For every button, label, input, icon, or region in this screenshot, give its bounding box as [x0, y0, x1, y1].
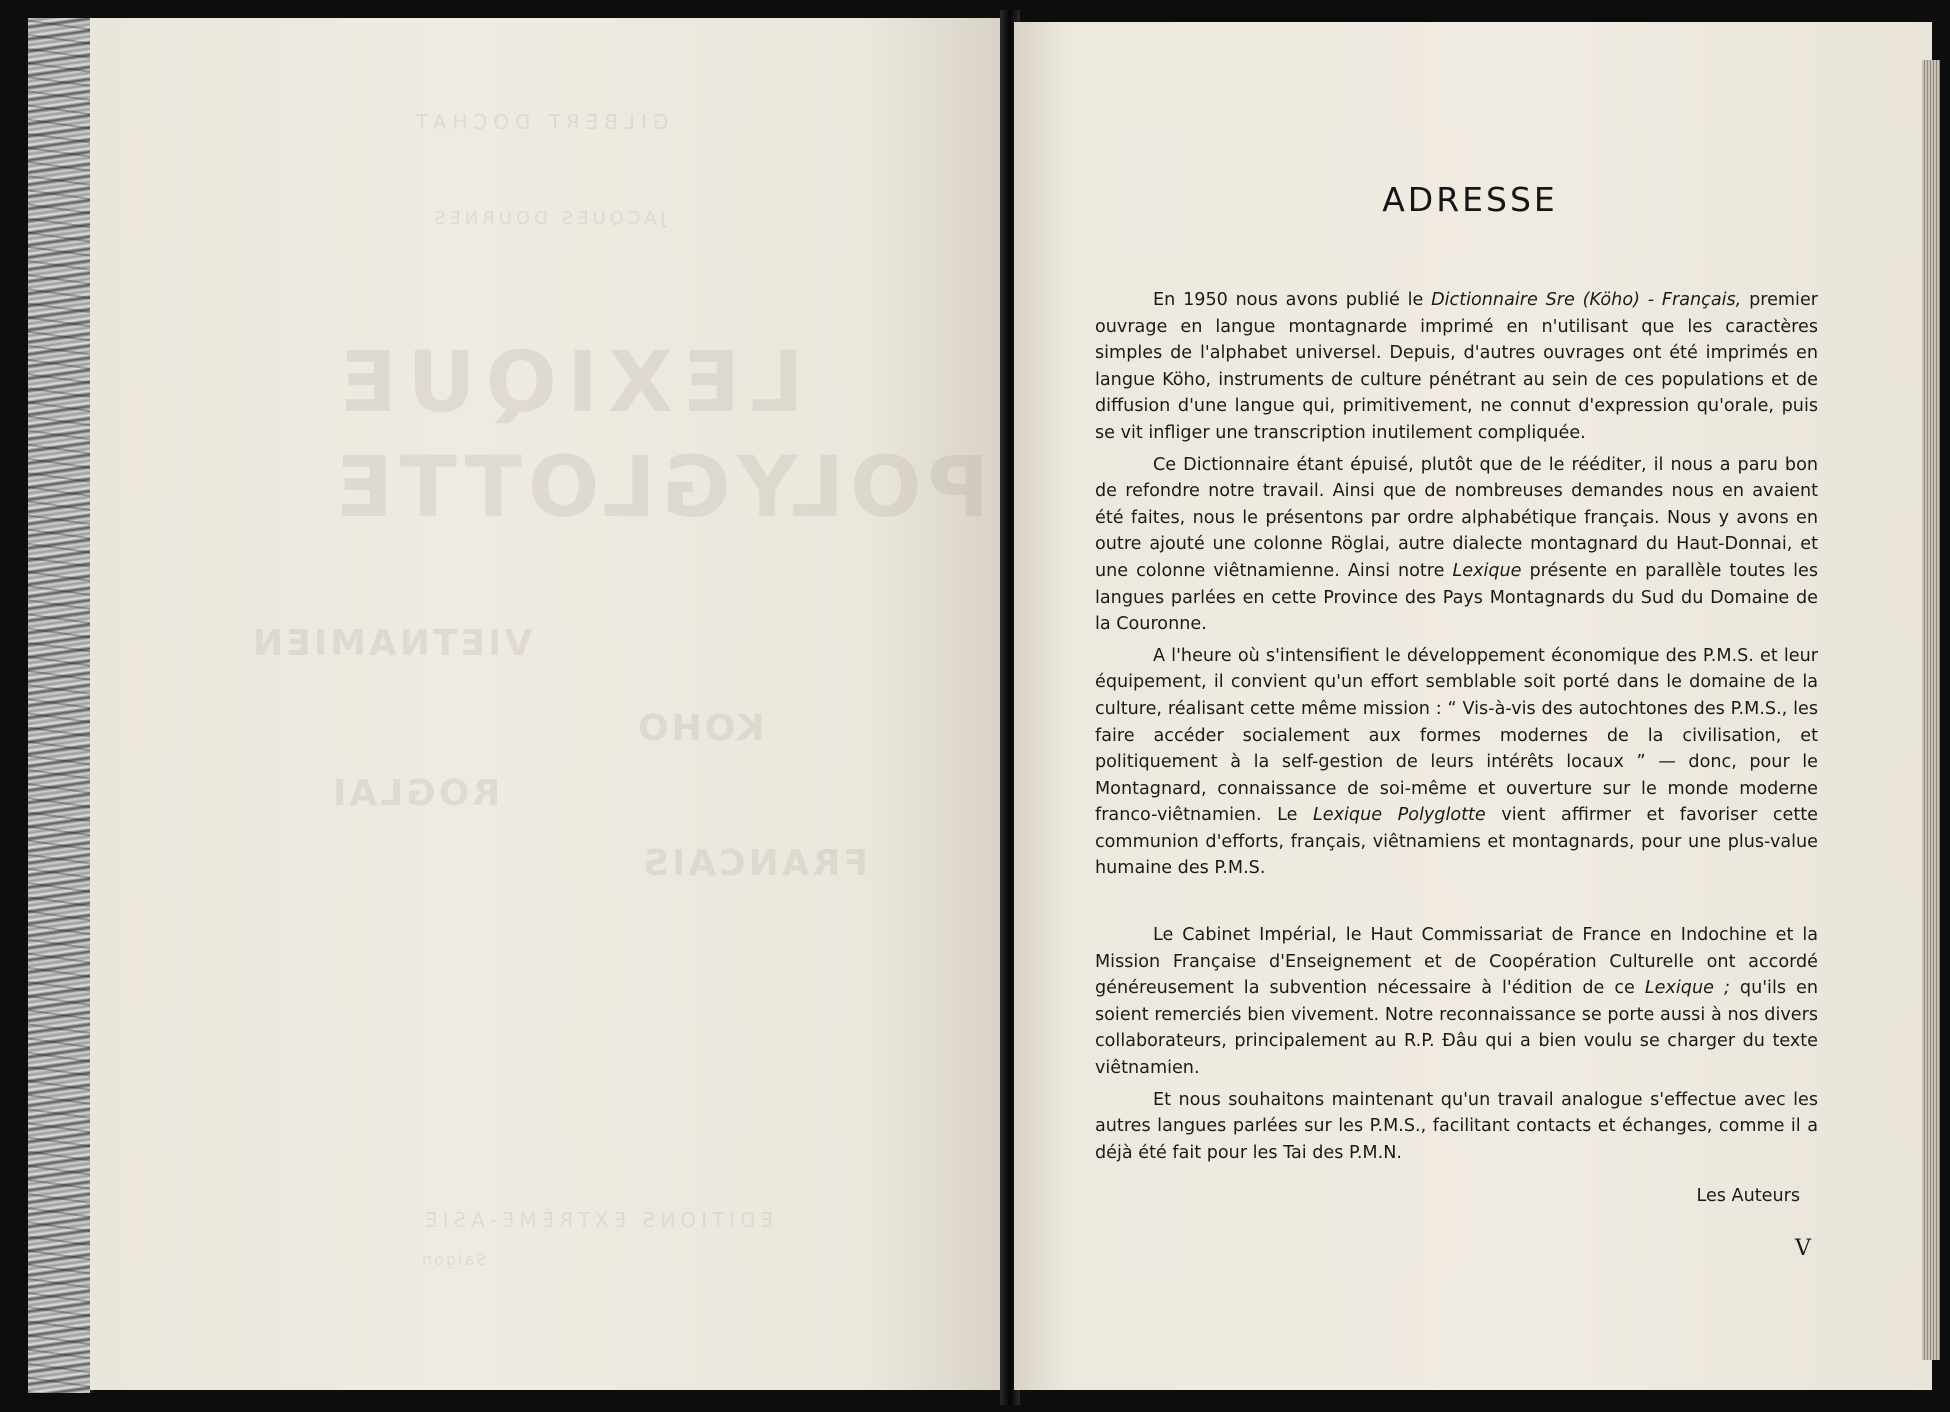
- text-run: Ce Dictionnaire étant épuisé, plutôt que de le rééditer, il nous a paru bon de refondre notre travail. Ainsi que de nombreuses demandes nous en avaient été faites, nous le présentons par ordre alphabétique français. Nous y avons en outre ajouté une colonne Röglai, autre dialecte montagnard du Haut-Donnai, et une colonne viêtnamienne. Ainsi notre: [1095, 454, 1818, 581]
- show-through-text: JACQUES DOURNES: [430, 208, 666, 229]
- text-run: Le Cabinet Impérial, le Haut Commissariat de France en Indochine et la Mission Française d'Enseignement et de Coopération Culturelle ont accordé généreusement la subvention nécessaire à l'édition de ce: [1095, 925, 1818, 999]
- show-through-text: GILBERT DOCHAT: [410, 110, 669, 134]
- text-run: premier ouvrage en langue montagnarde imprimé en n'utilisant que les caractères simples de l'alphabet universel. Depuis, d'autres ouvrages ont été imprimés en langue Köho, instruments de culture pénétrant au sein de ces populations et de diffusion d'une langue qui, primitivement, ne connut d'expression qu'orale, puis se vit infliger une transcription inutilement compliquée.: [1095, 290, 1818, 443]
- body-text: [1095, 287, 1818, 1171]
- left-page: [90, 18, 1000, 1390]
- italic-run: Dictionnaire Sre (Köho) - Français,: [1431, 290, 1742, 310]
- text-run: qu'ils en soient remerciés bien vivement. Notre reconnaissance se porte aussi à nos divers collaborateurs, principalement au R.P. Đâu qui a bien voulu se charger du texte viêtnamien.: [1095, 978, 1818, 1079]
- show-through-text: ROGLAI: [330, 773, 501, 814]
- cover-edge: [28, 18, 93, 1393]
- show-through-text: LEXIQUE: [330, 333, 804, 431]
- paragraph: [1095, 922, 1818, 1082]
- signature: Les Auteurs: [1696, 1186, 1800, 1206]
- page-title: ADRESSE: [1382, 180, 1558, 219]
- paragraph: [1095, 1087, 1818, 1167]
- show-through-text: Saigon: [420, 1250, 487, 1269]
- text-run: présente en parallèle toutes les langues parlées en cette Province des Pays Montagnards du Sud du Domaine de la Couronne.: [1095, 560, 1818, 635]
- show-through-text: KOHO: [635, 708, 765, 749]
- show-through-text: VIETNAMIEN: [250, 623, 533, 664]
- show-through-text: FRANCAIS: [640, 843, 868, 884]
- italic-run: Lexique: [1452, 560, 1522, 581]
- paragraph: [1095, 643, 1818, 882]
- page-number: V: [1795, 1236, 1811, 1261]
- italic-run: Lexique Polyglotte: [1313, 805, 1486, 826]
- paragraph: [1095, 287, 1818, 447]
- show-through-text: POLYGLOTTE: [330, 438, 990, 536]
- text-run: A l'heure où s'intensifient le développement économique des P.M.S. et leur équipement, il convient qu'un effort semblable soit porté dans le domaine de la culture, réalisant cette même mission : “ Vis-à-vis des autochtones des P.M.S., les faire accéder socialement aux formes modernes de la civilisation, et politiquement à la self-gestion de leurs intérêts locaux ” — donc, pour le Montagnard, connaissance de soi-même et ouverture sur le monde moderne franco-viêtnamien. Le: [1095, 645, 1818, 826]
- page-edges: [1922, 60, 1940, 1360]
- italic-run: Lexique ;: [1644, 978, 1730, 999]
- show-through-text: EDITIONS EXTRÊME-ASIE: [420, 1208, 774, 1232]
- text-run: En 1950 nous avons publié le: [1153, 290, 1432, 310]
- paragraph: [1095, 452, 1818, 638]
- text-run: vient affirmer et favoriser cette communion d'efforts, français, viêtnamiens et montagnards, pour une plus-value humaine des P.M.S.: [1095, 805, 1818, 879]
- text-run: Et nous souhaitons maintenant qu'un travail analogue s'effectue avec les autres langues parlées sur les P.M.S., facilitant contacts et échanges, comme il a déjà été fait pour les Tai des P.M.N.: [1095, 1089, 1818, 1163]
